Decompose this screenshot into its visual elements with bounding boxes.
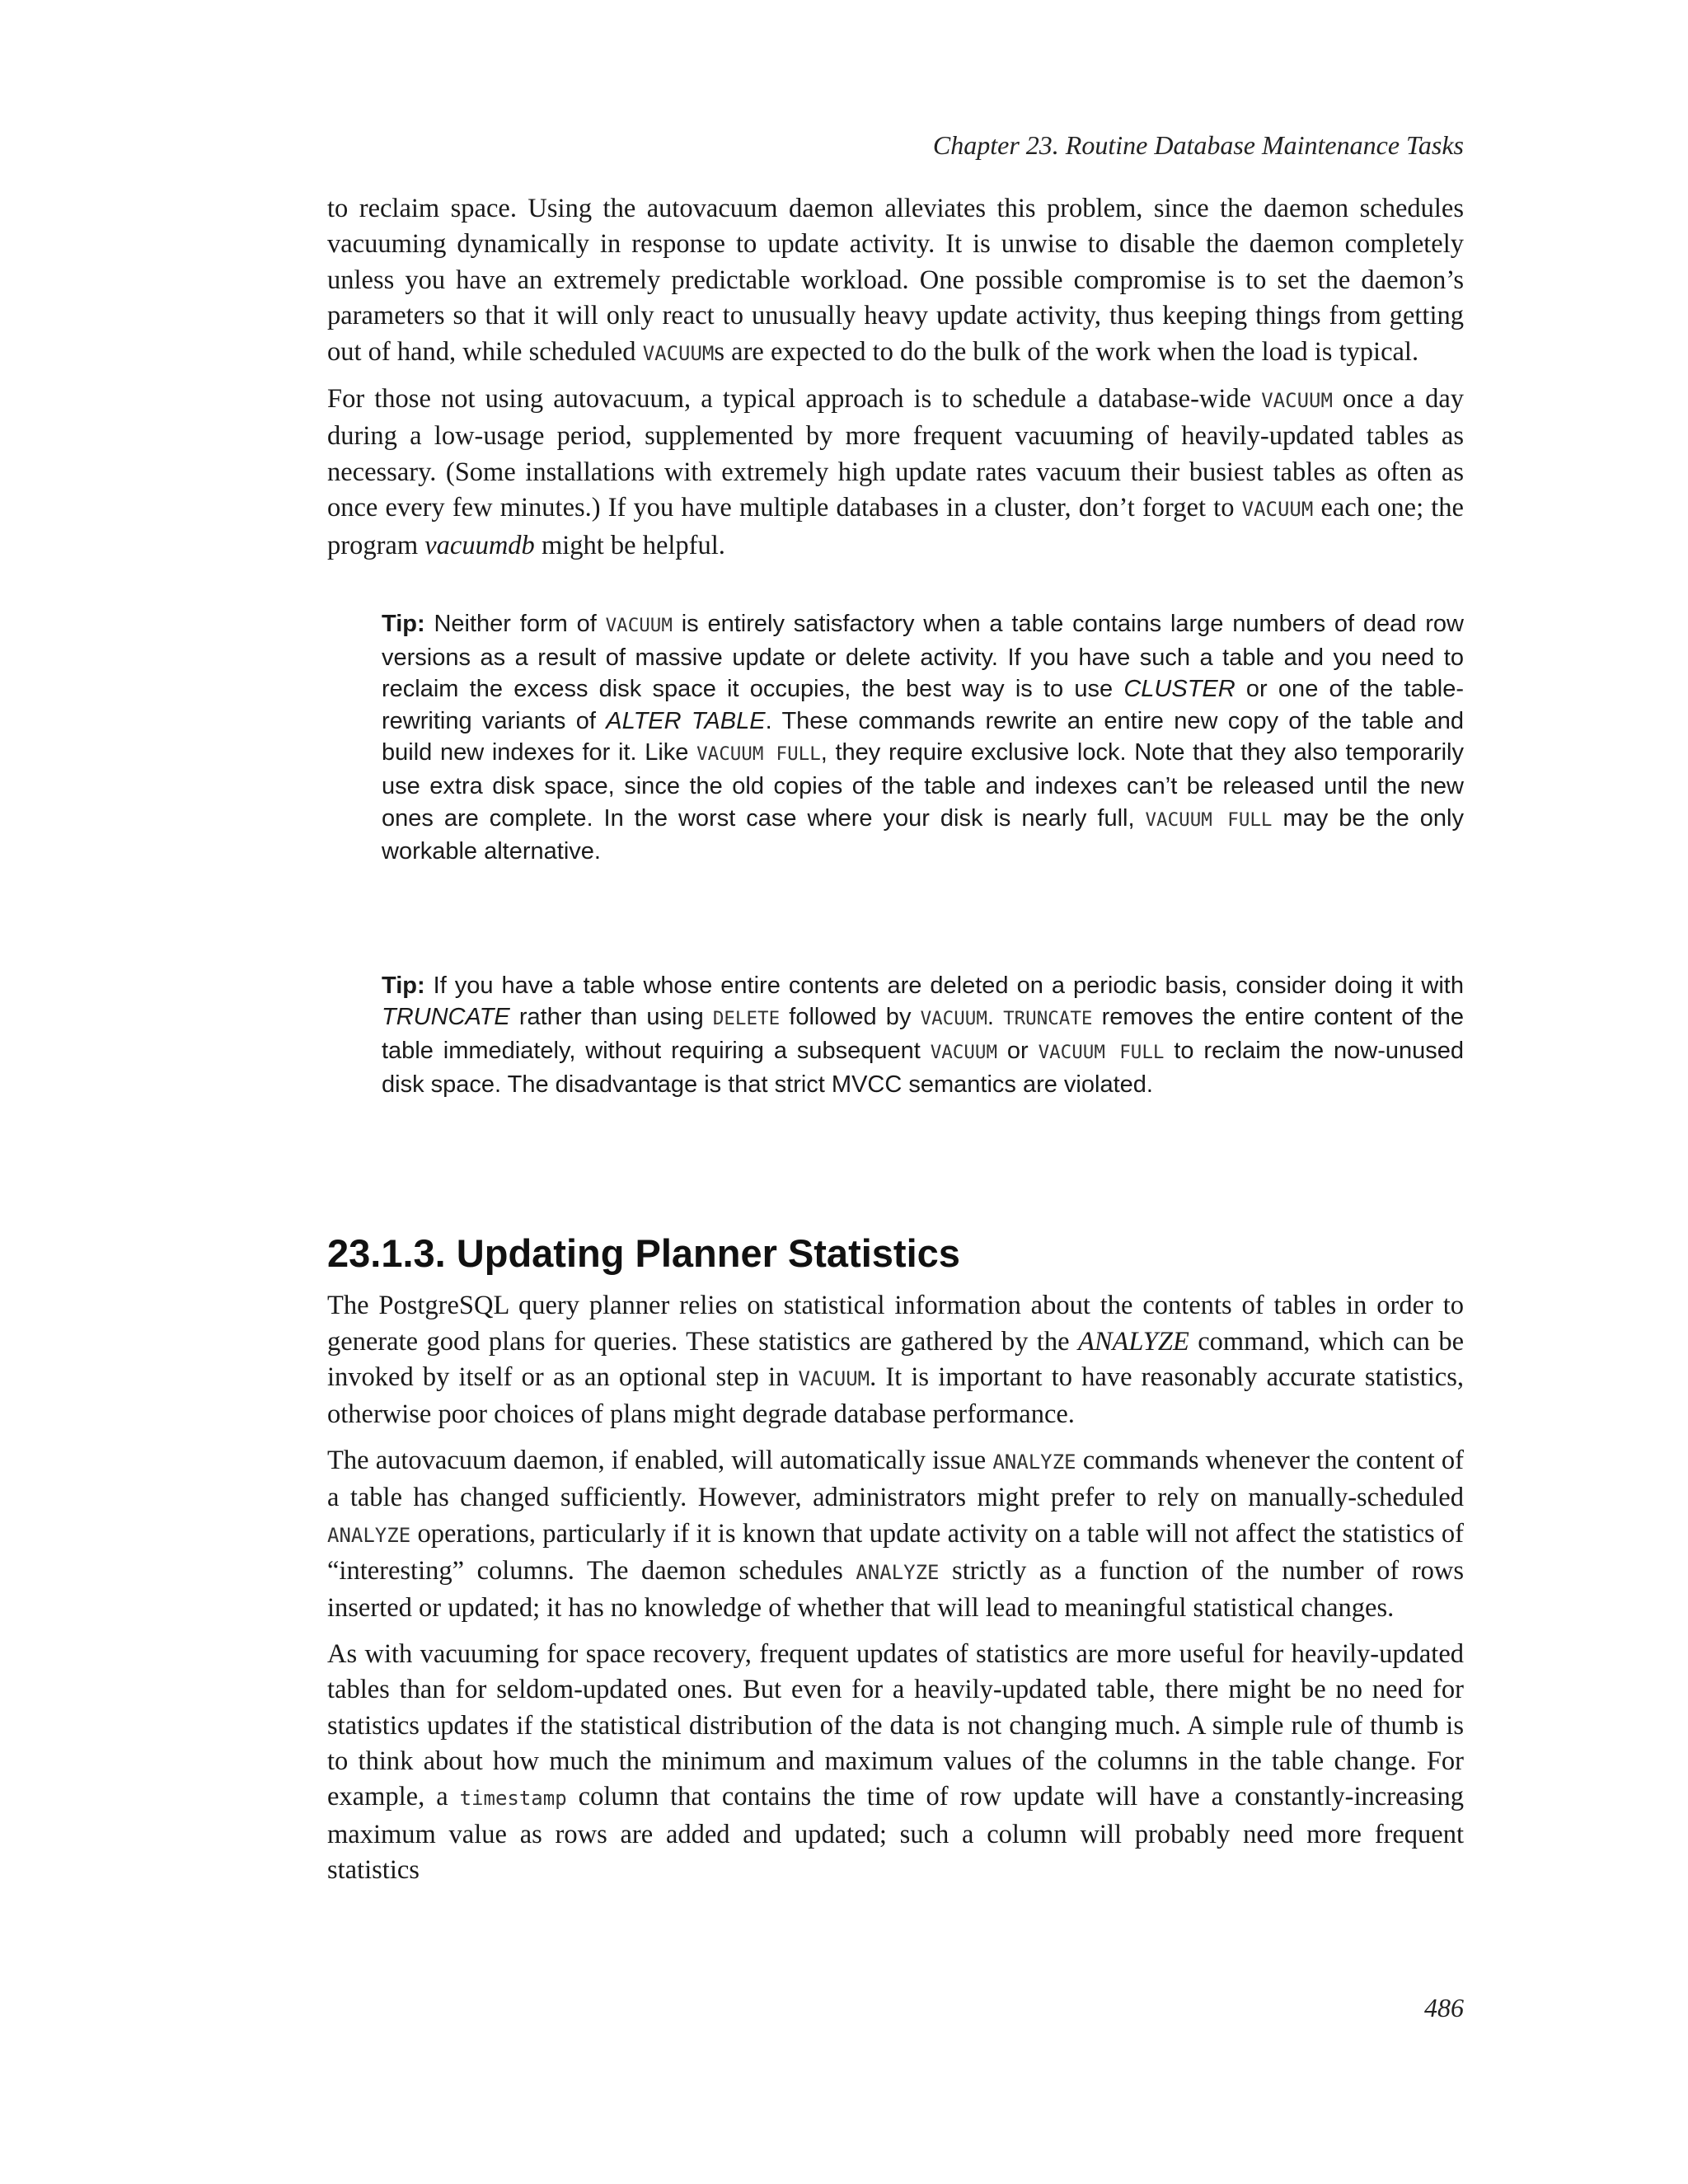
code-vacuum-full: VACUUM FULL: [1145, 808, 1273, 831]
paragraph-manual-vacuum: For those not using autovacuum, a typical approach is to schedule a database-wide VACUUM once a day during a low-usage period, supplemented by more frequent vacuuming of heavily-updated tables as necessary. (Some installations with extremely high update rates vacuum their busiest tables as often as once every few minutes.) If you have multiple databases in a cluster, don’t forget to VACUUM each one; the program vacuumdb might be helpful.: [327, 384, 1464, 560]
program-name-vacuumdb: vacuumdb: [424, 530, 535, 560]
code-vacuum: VACUUM: [930, 1042, 997, 1063]
page-content: [327, 191, 1464, 1899]
command-link-truncate: TRUNCATE: [382, 1004, 510, 1031]
command-link-cluster: CLUSTER: [1123, 676, 1236, 703]
code-timestamp: timestamp: [459, 1787, 567, 1811]
code-vacuum-full: VACUUM FULL: [1038, 1042, 1165, 1063]
command-link-analyze: ANALYZE: [1077, 1326, 1189, 1357]
running-header: Chapter 23. Routine Database Maintenance Tasks: [932, 130, 1464, 160]
code-truncate: TRUNCATE: [1003, 1008, 1093, 1030]
code-vacuum: VACUUM: [642, 341, 715, 365]
paragraph-autovacuum-analyze: The autovacuum daemon, if enabled, will automatically issue ANALYZE commands whenever the content of a table has changed sufficiently. However, administrators might prefer to rely on manually-scheduled ANALYZE operations, particularly if it is known that update activity on a table will not affect the statistics of “interesting” columns. The daemon schedules ANALYZE strictly as a function of the number of rows inserted or updated; it has no knowledge of whether that will lead to meaningful statistical changes.: [327, 1445, 1465, 1624]
paragraph-statistics-frequency: As with vacuuming for space recovery, frequent updates of statistics are more useful for heavily-updated tables than for seldom-updated ones. But even for a heavily-updated table, there might be no need for statistics updates if the statistical distribution of the data is not changing much. A simple rule of thumb is to think about how much the minimum and maximum values of the columns in the table change. For example, a timestamp column that contains the time of row update will have a constantly-increasing maximum value as rows are added and updated; such a column will probably need more frequent statistics: [327, 1638, 1464, 1886]
page-number: 486: [1424, 1993, 1464, 2022]
code-vacuum-full: VACUUM FULL: [696, 743, 821, 766]
code-analyze: ANALYZE: [327, 1523, 411, 1547]
code-delete: DELETE: [712, 1008, 781, 1030]
paragraph-planner-statistics: The PostgreSQL query planner relies on statistical information about the contents of tables in order to generate good plans for queries. These statistics are gathered by the ANALYZE command, which can be invoked by itself or as an optional step in VACUUM. It is important to have reasonably accurate statistics, otherwise poor choices of plans might degrade database performance.: [327, 1291, 1465, 1430]
tip-label: Tip:: [382, 972, 425, 999]
tip-box-truncate: Tip: If you have a table whose entire contents are deleted on a periodic basis, consider doing it with TRUNCATE rather than using DELETE followed by VACUUM. TRUNCATE removes the entire content of the table immediately, without requiring a subsequent VACUUM or VACUUM FULL to reclaim the now-unused disk space. The disadvantage is that strict MVCC semantics are violated.: [382, 972, 1465, 1098]
code-vacuum: VACUUM: [798, 1367, 870, 1390]
paragraph-autovacuum-daemon: to reclaim space. Using the autovacuum daemon alleviates this problem, since the daemon schedules vacuuming dynamically in response to update activity. It is unwise to disable the daemon completely unless you have an extremely predictable workload. One possible compromise is to set the daemon’s parameters so that it will only react to unusually heavy update activity, thus keeping things from getting out of hand, while scheduled VACUUMs are expected to do the bulk of the work when the load is typical.: [327, 194, 1464, 367]
tip-box-cluster: Tip: Neither form of VACUUM is entirely satisfactory when a table contains large numbers of dead row versions as a result of massive update or delete activity. If you have such a table and you need to reclaim the excess disk space it occupies, the best way is to use CLUSTER or one of the table-rewriting variants of ALTER TABLE. These commands rewrite an entire new copy of the table and build new indexes for it. Like VACUUM FULL, they require exclusive lock. Note that they also temporarily use extra disk space, since the old copies of the table and indexes can’t be released until the new ones are complete. In the worst case where your disk is nearly full, VACUUM FULL may be the only workable alternative.: [382, 611, 1464, 865]
code-vacuum: VACUUM: [1261, 389, 1333, 413]
code-vacuum: VACUUM: [920, 1008, 987, 1030]
tip-label: Tip:: [382, 611, 425, 638]
section-heading: 23.1.3. Updating Planner Statistics: [327, 1231, 960, 1276]
code-analyze: ANALYZE: [856, 1561, 940, 1585]
command-link-alter-table: ALTER TABLE: [606, 707, 766, 734]
code-vacuum: VACUUM: [605, 615, 673, 637]
code-analyze: ANALYZE: [992, 1450, 1076, 1474]
code-vacuum: VACUUM: [1241, 498, 1314, 522]
